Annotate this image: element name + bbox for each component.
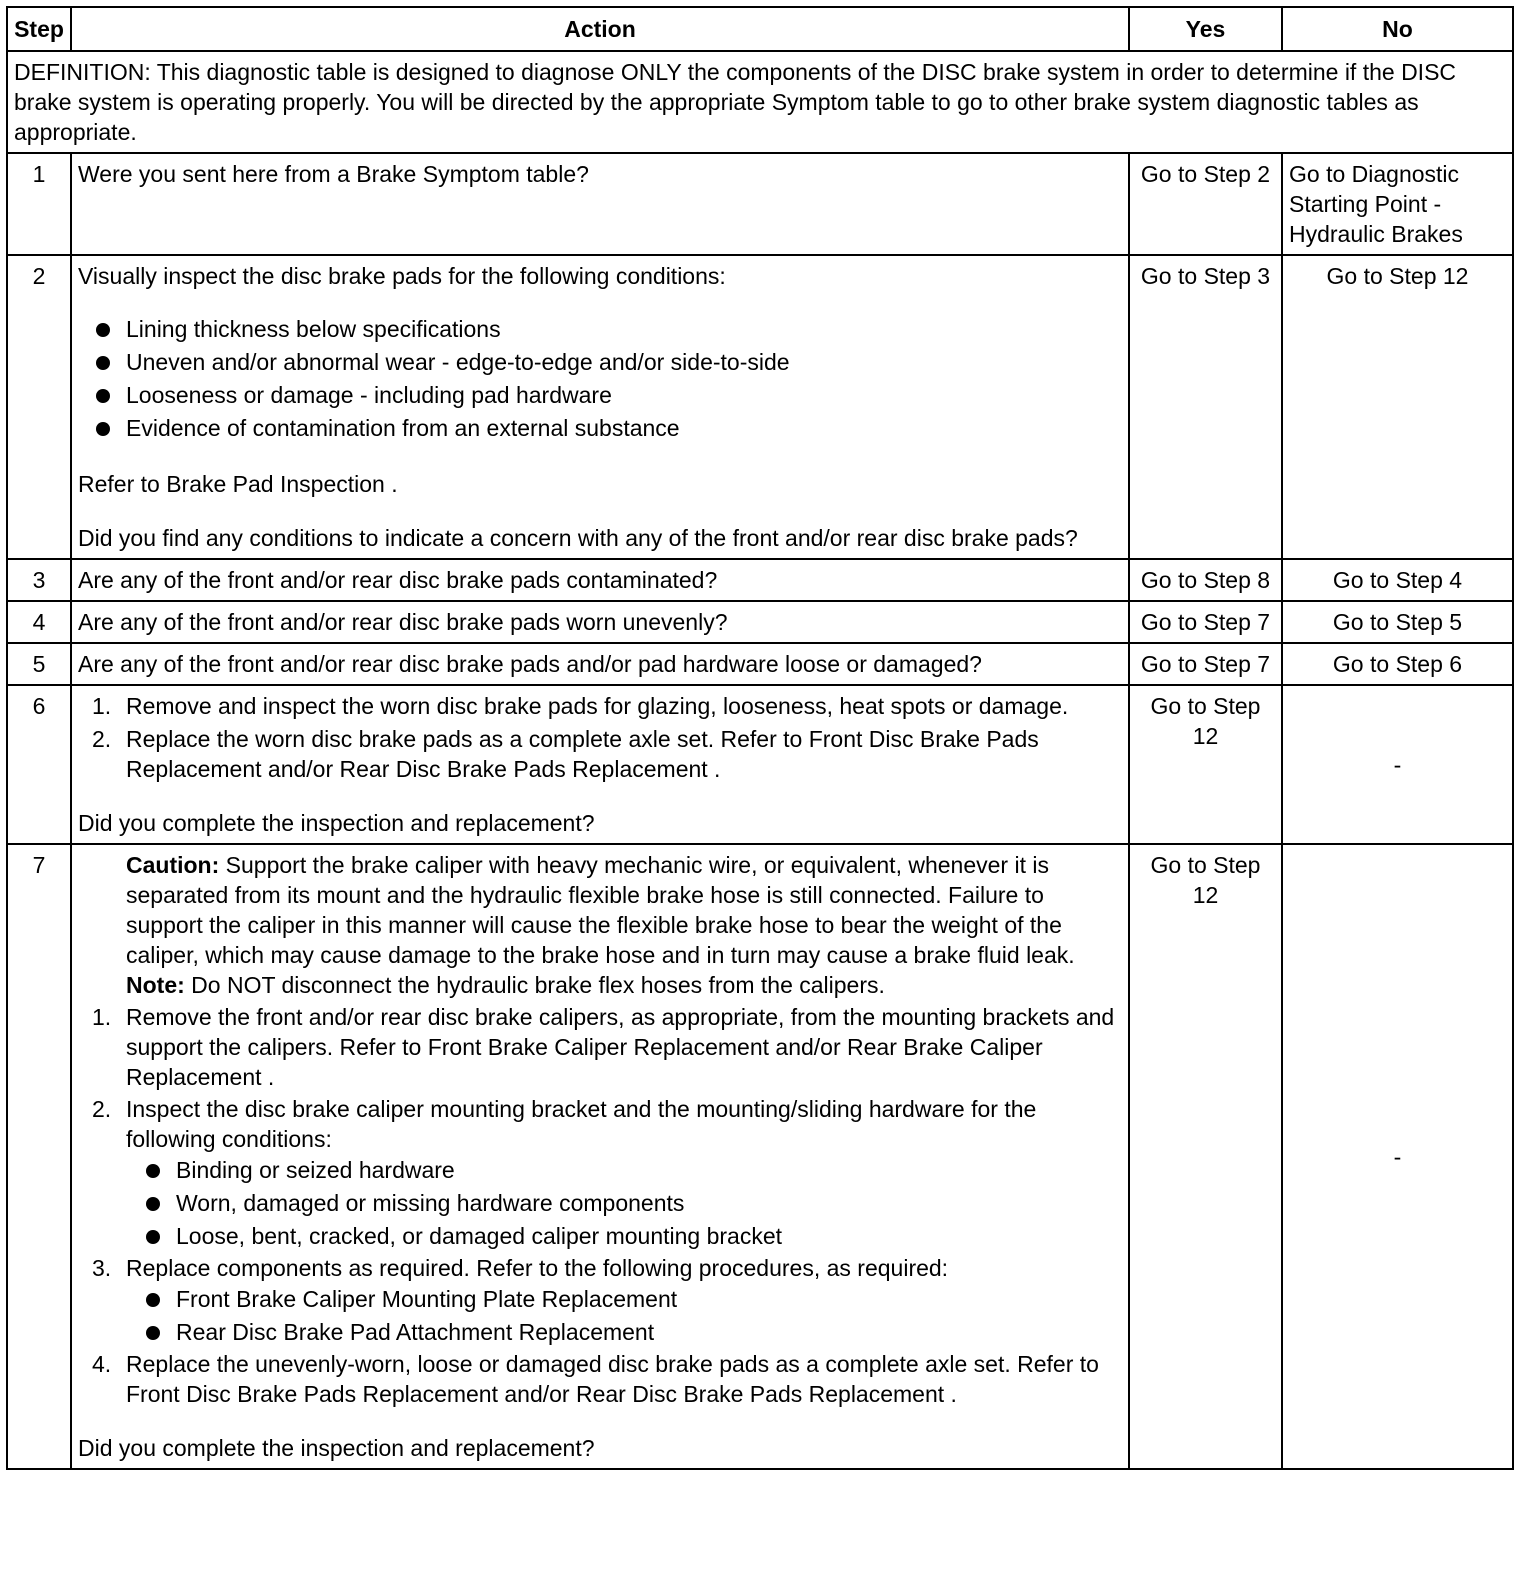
list-item — [78, 724, 1122, 784]
action-cell — [71, 685, 1129, 844]
no-result: Go to Diagnostic Starting Point - Hydraulic Brakes — [1282, 153, 1513, 255]
no-result: Go to Step 5 — [1282, 601, 1513, 643]
list-item: Evidence of contamination from an external substance — [78, 412, 1122, 445]
header-yes: Yes — [1129, 7, 1282, 51]
action-intro: Visually inspect the disc brake pads for the following conditions: — [78, 263, 726, 289]
table-row — [7, 685, 1513, 844]
item-text: Remove the front and/or rear disc brake calipers, as appropriate, from the mounting brackets and support the calipers. Refer to Front Brake Caliper Replacement and/or Rear Brake Caliper Replacement . — [126, 1004, 1115, 1090]
action-cell — [71, 255, 1129, 559]
refer-text: Refer to Brake Pad Inspection . — [78, 471, 398, 497]
item-number: 1. — [92, 693, 112, 719]
procedure-list — [78, 1002, 1122, 1409]
diagnostic-table — [6, 6, 1514, 1470]
header-no: No — [1282, 7, 1513, 51]
caution-label: Caution: — [126, 852, 220, 878]
table-row — [7, 559, 1513, 601]
yes-result: Go to Step 12 — [1129, 685, 1282, 844]
step-number: 3 — [7, 559, 71, 601]
table-row — [7, 844, 1513, 1469]
list-item: Looseness or damage - including pad hardware — [78, 379, 1122, 412]
item-number: 1. — [92, 1004, 112, 1030]
step-number: 6 — [7, 685, 71, 844]
list-item: Rear Disc Brake Pad Attachment Replacement — [126, 1316, 1122, 1349]
yes-result: Go to Step 7 — [1129, 601, 1282, 643]
note-body: Do NOT disconnect the hydraulic brake flex hoses from the calipers. — [184, 972, 885, 998]
step-number: 1 — [7, 153, 71, 255]
list-item: Binding or seized hardware — [126, 1154, 1122, 1187]
item-text: Replace the unevenly-worn, loose or damaged disc brake pads as a complete axle set. Refer to Front Disc Brake Pads Replacement and/or Rear Disc Brake Pads Replacement . — [126, 1351, 1099, 1407]
no-result: - — [1282, 844, 1513, 1469]
yes-result: Go to Step 2 — [1129, 153, 1282, 255]
definition-text: DEFINITION: This diagnostic table is designed to diagnose ONLY the components of the DISC brake system in order to determine if the DISC brake system is operating properly. You will be directed by the appropriate Symptom table to go to other brake system diagnostic tables as appropriate. — [7, 51, 1513, 153]
list-item: Loose, bent, cracked, or damaged caliper mounting bracket — [126, 1220, 1122, 1253]
item-number: 4. — [92, 1351, 112, 1377]
header-row — [7, 7, 1513, 51]
step-number: 4 — [7, 601, 71, 643]
yes-result: Go to Step 8 — [1129, 559, 1282, 601]
item-text: Replace components as required. Refer to the following procedures, as required: — [126, 1255, 949, 1281]
table-row — [7, 255, 1513, 559]
no-result: Go to Step 4 — [1282, 559, 1513, 601]
item-number: 2. — [92, 1096, 112, 1122]
no-result: Go to Step 6 — [1282, 643, 1513, 685]
yes-result: Go to Step 12 — [1129, 844, 1282, 1469]
question-text: Did you complete the inspection and replacement? — [78, 1435, 595, 1461]
action-text: Are any of the front and/or rear disc brake pads and/or pad hardware loose or damaged? — [71, 643, 1129, 685]
action-text: Are any of the front and/or rear disc brake pads worn unevenly? — [71, 601, 1129, 643]
list-item: Front Brake Caliper Mounting Plate Replacement — [126, 1283, 1122, 1316]
item-text: Remove and inspect the worn disc brake pads for glazing, looseness, heat spots or damage. — [126, 693, 1069, 719]
item-number: 2. — [92, 726, 112, 752]
note-label: Note: — [126, 972, 185, 998]
item-text: Replace the worn disc brake pads as a complete axle set. Refer to Front Disc Brake Pads Replacement and/or Rear Disc Brake Pads Replacement . — [126, 726, 1039, 782]
table-row — [7, 153, 1513, 255]
question-text: Did you find any conditions to indicate a concern with any of the front and/or rear disc brake pads? — [78, 525, 1078, 551]
list-item: Worn, damaged or missing hardware components — [126, 1187, 1122, 1220]
question-text: Did you complete the inspection and replacement? — [78, 810, 595, 836]
list-item: Uneven and/or abnormal wear - edge-to-edge and/or side-to-side — [78, 346, 1122, 379]
item-text: Inspect the disc brake caliper mounting bracket and the mounting/sliding hardware for the following conditions: — [126, 1096, 1037, 1152]
list-item — [78, 691, 1122, 721]
table-row — [7, 643, 1513, 685]
header-step: Step — [7, 7, 71, 51]
list-item — [78, 1349, 1122, 1409]
list-item — [78, 1253, 1122, 1349]
no-result: Go to Step 12 — [1282, 255, 1513, 559]
list-item: Lining thickness below specifications — [78, 313, 1122, 346]
condition-list — [78, 313, 1122, 445]
sub-list — [126, 1154, 1122, 1253]
step-number: 7 — [7, 844, 71, 1469]
action-text: Are any of the front and/or rear disc brake pads contaminated? — [71, 559, 1129, 601]
list-item — [78, 1094, 1122, 1253]
note-text — [78, 970, 1122, 1000]
action-text: Were you sent here from a Brake Symptom table? — [71, 153, 1129, 255]
yes-result: Go to Step 3 — [1129, 255, 1282, 559]
list-item — [78, 1002, 1122, 1092]
step-number: 2 — [7, 255, 71, 559]
table-row — [7, 601, 1513, 643]
procedure-list — [78, 691, 1122, 784]
step-number: 5 — [7, 643, 71, 685]
caution-text — [78, 850, 1122, 970]
item-number: 3. — [92, 1255, 112, 1281]
action-cell — [71, 844, 1129, 1469]
no-result: - — [1282, 685, 1513, 844]
sub-list — [126, 1283, 1122, 1349]
yes-result: Go to Step 7 — [1129, 643, 1282, 685]
definition-row — [7, 51, 1513, 153]
caution-body: Support the brake caliper with heavy mechanic wire, or equivalent, whenever it is separated from its mount and the hydraulic flexible brake hose is still connected. Failure to support the caliper in this manner will cause the flexible brake hose to bear the weight of the caliper, which may cause damage to the brake hose and in turn may cause a brake fluid leak. — [126, 852, 1075, 968]
header-action: Action — [71, 7, 1129, 51]
